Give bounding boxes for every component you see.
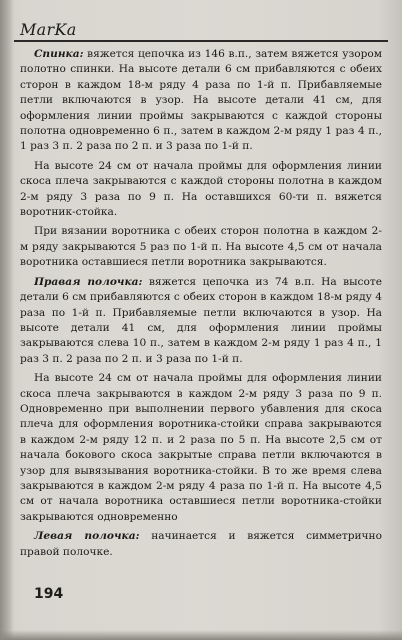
paragraph-text: вяжется цепочка из 146 в.п., затем вяжется узором полотно спинки. На высоте детали 6 см прибавляются с обеих сторон в каждом 18-м ряду 4 раза по 1-й п. Прибавляемые петли включаются в узор. На высоте детали 41 см, для оформления линии проймы закрываются с каждой стороны полотна одновременно 6 п., затем в каждом 2-м ряду 1 раз 4 п., 1 раз 3 п. 2 раза по 2 п. и 3 раза по 1-й п. bbox=[20, 48, 382, 153]
paragraph-text: При вязании воротника с обеих сторон полотна в каждом 2-м ряду закрываются 5 раз по 1-й п. На высоте 4,5 см от начала воротника оставшиеся петли воротника закрываются. bbox=[20, 225, 382, 269]
section-heading-left-front: Левая полочка: bbox=[34, 530, 140, 543]
section-heading-back: Спинка: bbox=[34, 48, 84, 60]
brand-title: MarKa bbox=[20, 20, 77, 39]
section-heading-right-front: Правая полочка: bbox=[34, 275, 143, 288]
paragraph-text: начинается и вяжется симметрично правой полочке. bbox=[20, 530, 382, 558]
paragraph-right-front-shoulder bbox=[20, 371, 382, 525]
page-spine-shadow bbox=[0, 0, 14, 640]
paragraph-collar bbox=[20, 224, 382, 270]
page-bottom-edge bbox=[0, 630, 402, 640]
header-rule bbox=[14, 40, 388, 42]
paragraph-text: На высоте 24 см от начала проймы для оформления линии скоса плеча закрываются с каждой стороны полотна в каждом 2-м ряду 3 раза по 9 п. На оставшихся 60-ти п. вяжется воротник-стойка. bbox=[20, 159, 382, 219]
paragraph-left-front bbox=[20, 529, 382, 560]
paragraph-back-piece bbox=[20, 47, 382, 155]
running-header bbox=[14, 12, 388, 42]
article-body bbox=[20, 47, 382, 564]
page-number: 194 bbox=[34, 586, 64, 602]
paragraph-shoulder-bevel bbox=[20, 159, 382, 221]
paragraph-right-front bbox=[20, 275, 382, 367]
paragraph-text: вяжется цепочка из 74 в.п. На высоте детали 6 см прибавляются с обеих сторон в каждом 18-м ряду 4 раза по 1-й п. Прибавляемые петли включаются в узор. На высоте детали 41 см, для оформления линии проймы закрываются слева 10 п., затем в каждом 2-м ряду 1 раз 4 п., 1 раз 3 п. 2 раза по 2 п. и 3 раза по 1-й п. bbox=[20, 275, 383, 365]
paragraph-text: На высоте 24 см от начала проймы для оформления линии скоса плеча закрываются в каждом 2-м ряду 3 раза по 9 п. Одновременно при выполнении первого убавления для скоса плеча для оформления воротника-стойки справа закрываются в каждом 2-м ряду 12 п. и 2 раза по 5 п. На высоте 2,5 см от начала бокового скоса закрытые справа петли включаются в узор для вывязывания воротника-стойки. В то же время слева закрываются в каждом 2-м ряду 4 раза по 1-й п. На высоте 4,5 см от начала воротника оставшиеся петли воротника-стойки закрываются одновременно bbox=[20, 372, 382, 523]
